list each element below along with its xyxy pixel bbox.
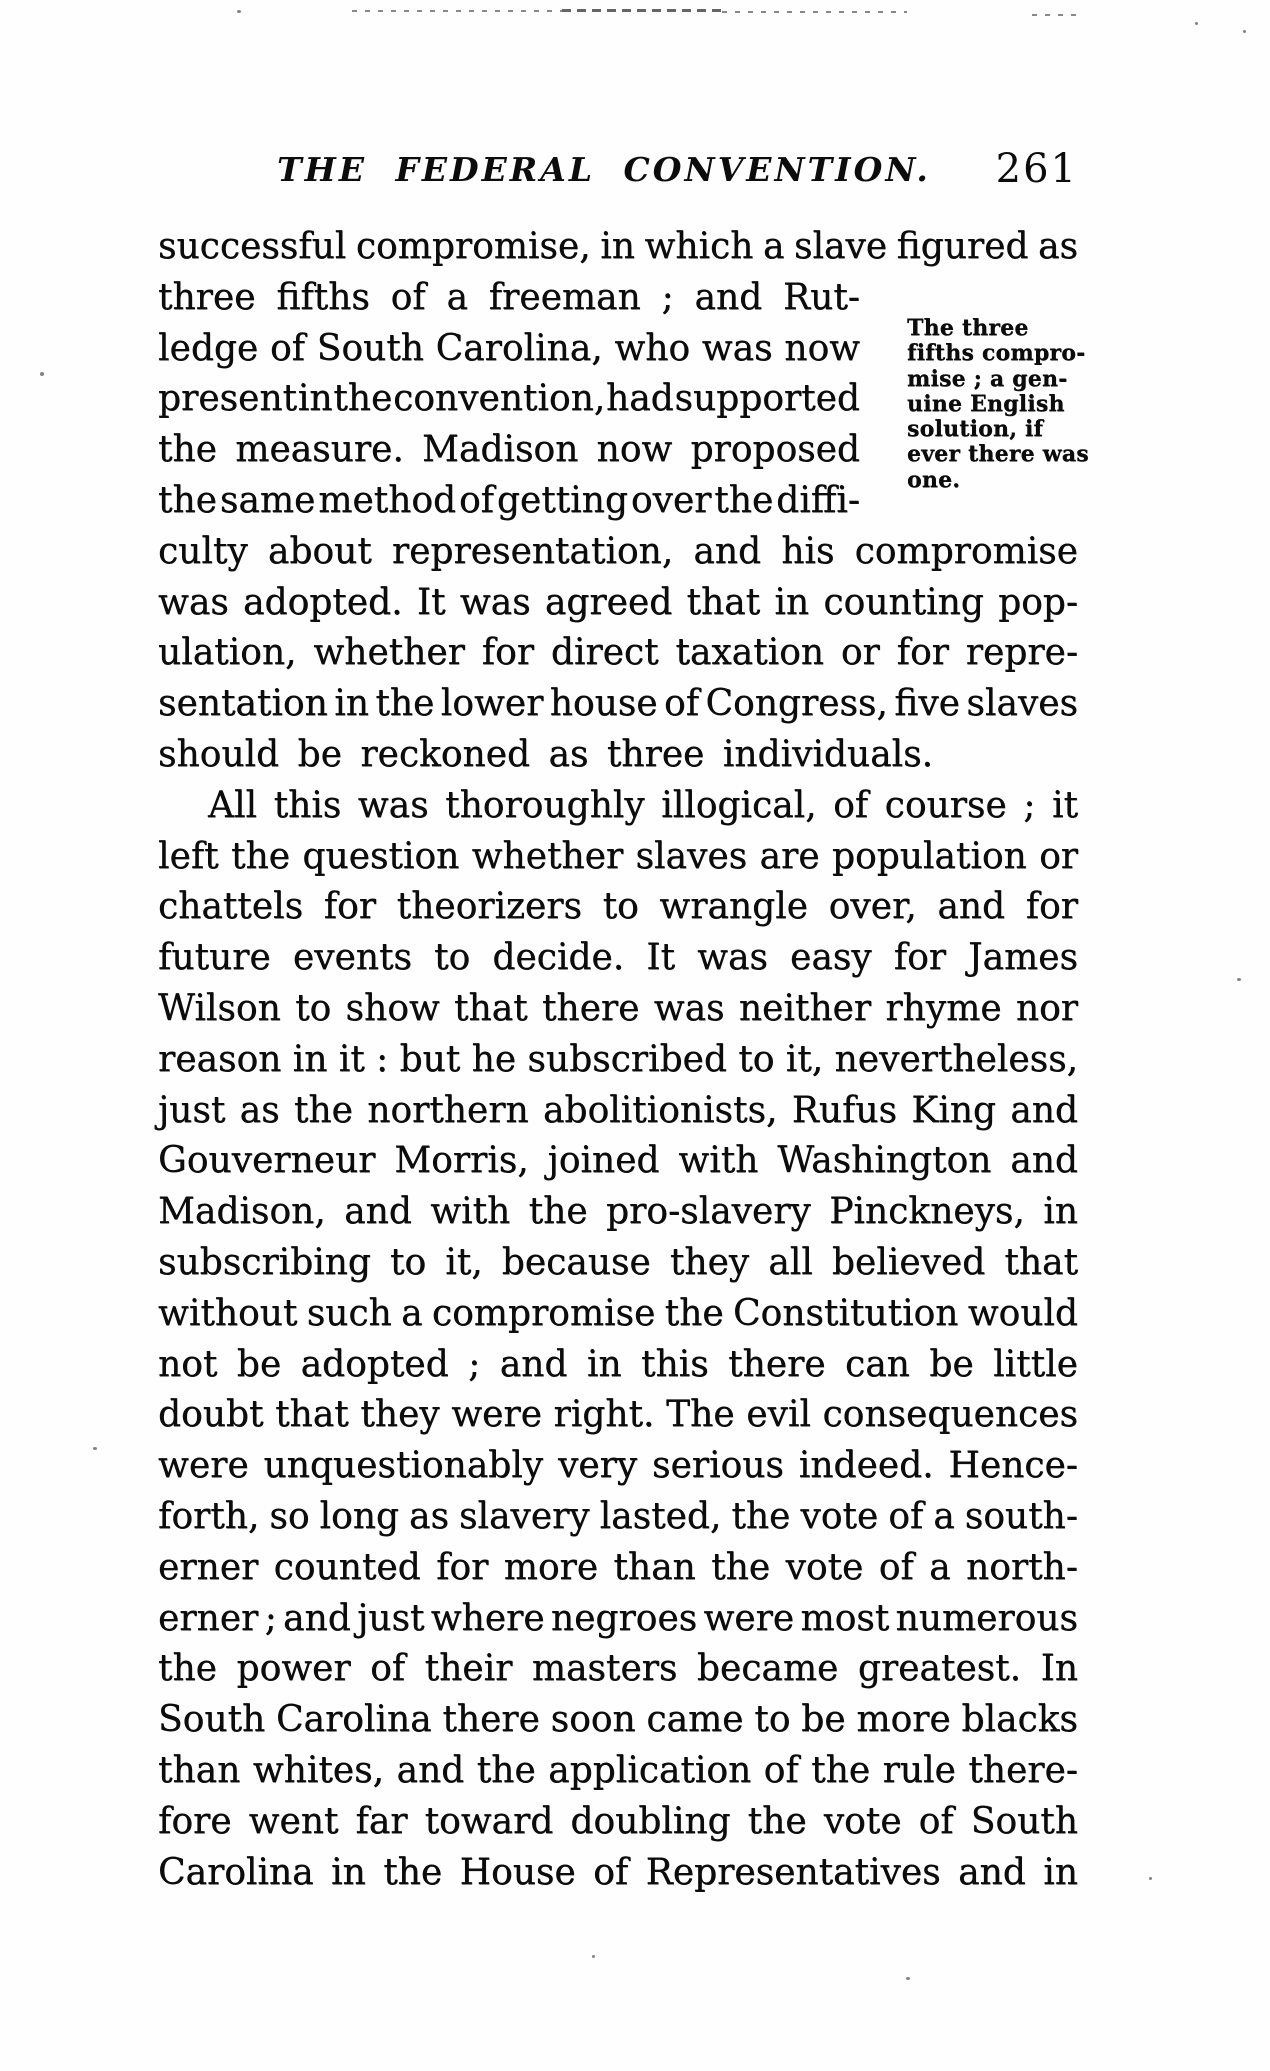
- text-line: chattels for theorizers to wrangle over, and for: [158, 886, 1078, 928]
- text-line: doubt that they were right. The evil consequences: [158, 1394, 1078, 1436]
- text-line: were unquestionably very serious indeed. Hence-: [158, 1445, 1078, 1487]
- text-line: ulation, whether for direct taxation or for repre-: [158, 632, 1078, 674]
- text-line: reason in it : but he subscribed to it, nevertheless,: [158, 1038, 1078, 1080]
- scan-artifact-line: [722, 11, 907, 13]
- sidenote-line: mise ; a gen-: [907, 365, 1068, 392]
- scan-speckle: [592, 1955, 595, 1958]
- text-line: All this was thoroughly illogical, of course ; it: [208, 784, 1078, 826]
- text-line: left the question whether slaves are population or: [158, 835, 1078, 877]
- page-header: [158, 146, 1078, 194]
- text-line: forth, so long as slavery lasted, the vote of a south-: [158, 1495, 1078, 1537]
- text-line: the power of their masters became greatest. In: [158, 1648, 1078, 1690]
- text-line: present in the convention, had supported: [158, 378, 860, 420]
- text-line: erner ; and just where negroes were most numerous: [158, 1597, 1078, 1639]
- text-line: sentation in the lower house of Congress, five slaves: [158, 683, 1078, 725]
- text-line: Carolina in the House of Representatives and in: [158, 1851, 1078, 1893]
- scan-artifact-line: [1032, 14, 1084, 16]
- sidenote-line: one.: [907, 466, 961, 493]
- scan-speckle: [1195, 22, 1198, 25]
- text-line: future events to decide. It was easy for James: [158, 937, 1078, 979]
- text-line: was adopted. It was agreed that in counting pop-: [158, 581, 1078, 623]
- sidenote-line: fifths compro-: [907, 340, 1086, 367]
- text-line: successful compromise, in which a slave figured as: [158, 226, 1078, 267]
- scan-speckle: [40, 372, 44, 376]
- text-line: erner counted for more than the vote of a north-: [158, 1546, 1078, 1588]
- text-line: the same method of getting over the diffi-: [158, 479, 860, 521]
- sidenote-line: The three: [907, 315, 1029, 341]
- scan-speckle: [906, 1977, 910, 1980]
- text-line: than whites, and the application of the rule there-: [158, 1749, 1078, 1791]
- text-line: fore went far toward doubling the vote of South: [158, 1800, 1078, 1842]
- text-line: South Carolina there soon came to be more blacks: [158, 1699, 1078, 1741]
- text-line: culty about representation, and his compromise: [158, 530, 1078, 572]
- text-line: not be adopted ; and in this there can be little: [158, 1343, 1078, 1385]
- page-number: 261: [995, 146, 1078, 192]
- sidenote-line: ever there was: [907, 441, 1089, 468]
- scan-speckle: [1149, 1877, 1152, 1880]
- text-line: ledge of South Carolina, who was now: [158, 327, 860, 369]
- scan-artifact-line: [352, 10, 562, 12]
- scan-speckle: [237, 10, 241, 13]
- text-line: subscribing to it, because they all believed that: [158, 1241, 1078, 1283]
- text-line: just as the northern abolitionists, Rufus King and: [158, 1089, 1078, 1131]
- body-text: [158, 222, 1078, 1898]
- text-line: Madison, and with the pro-slavery Pinckneys, in: [158, 1191, 1078, 1233]
- scan-artifact-line: [562, 9, 722, 12]
- text-line: Gouverneur Morris, joined with Washington and: [158, 1140, 1078, 1182]
- sidenote-line: solution, if: [907, 416, 1044, 443]
- scan-speckle: [1243, 30, 1246, 33]
- sidenote-line: uine English: [907, 390, 1065, 417]
- text-line: three fifths of a freeman ; and Rut-: [158, 276, 860, 318]
- scan-speckle: [93, 1447, 97, 1450]
- scan-speckle: [1237, 978, 1241, 981]
- text-line: without such a compromise the Constitution would: [158, 1292, 1078, 1334]
- text-line: Wilson to show that there was neither rhyme nor: [158, 987, 1078, 1029]
- running-title: THE FEDERAL CONVENTION.: [277, 150, 931, 189]
- text-line: the measure. Madison now proposed: [158, 429, 860, 471]
- text-line: should be reckoned as three individuals.: [158, 733, 933, 775]
